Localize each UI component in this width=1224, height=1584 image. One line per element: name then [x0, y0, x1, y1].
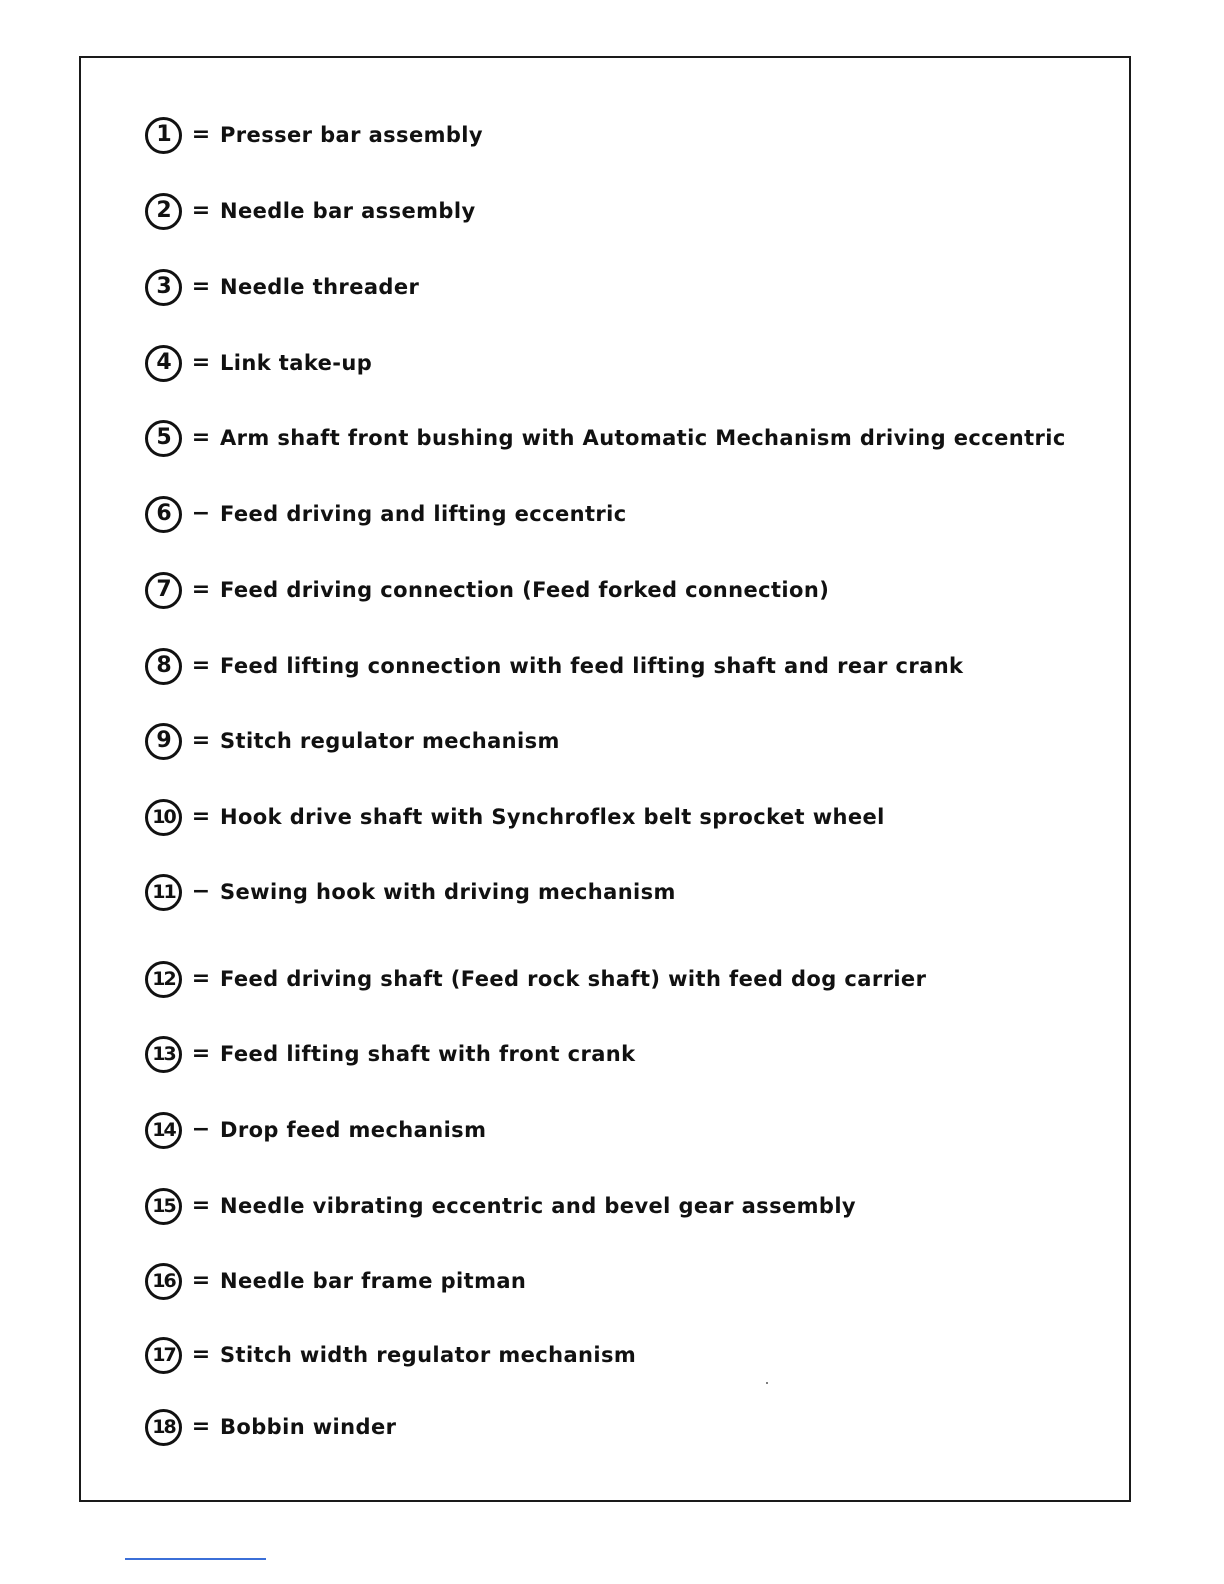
item-number-badge: 17: [145, 1337, 182, 1374]
separator: =: [191, 577, 211, 602]
item-number-badge: 15: [145, 1188, 182, 1225]
separator: =: [191, 1268, 211, 1293]
legend-item: [145, 568, 829, 612]
item-number-badge: 11: [145, 874, 182, 911]
separator: =: [191, 728, 211, 753]
separator: =: [191, 966, 211, 991]
legend-item: [145, 265, 419, 309]
item-number-badge: 13: [145, 1036, 182, 1073]
item-number-badge: 3: [145, 269, 182, 306]
legend-item: [145, 957, 926, 1001]
separator: =: [191, 122, 211, 147]
item-description: Link take-up: [220, 351, 373, 375]
item-description: Feed driving shaft (Feed rock shaft) with feed dog carrier: [220, 967, 927, 991]
item-number-badge: 14: [145, 1112, 182, 1149]
separator: −: [191, 879, 211, 904]
legend-item: [145, 1108, 486, 1152]
legend-item: [145, 644, 963, 688]
item-description: Feed driving and lifting eccentric: [220, 502, 627, 526]
item-number-badge: 8: [145, 648, 182, 685]
scan-speck: [766, 1382, 768, 1384]
item-number-badge: 16: [145, 1263, 182, 1300]
separator: =: [191, 350, 211, 375]
legend-item: [145, 1032, 636, 1076]
item-number-badge: 10: [145, 799, 182, 836]
legend-item: [145, 870, 676, 914]
separator: =: [191, 1342, 211, 1367]
item-description: Presser bar assembly: [220, 123, 483, 147]
item-description: Stitch width regulator mechanism: [220, 1343, 637, 1367]
item-description: Bobbin winder: [220, 1415, 397, 1439]
separator: =: [191, 1041, 211, 1066]
page-frame: [79, 56, 1131, 1502]
legend-item: [145, 1333, 636, 1377]
item-number-badge: 1: [145, 117, 182, 154]
legend-item: [145, 341, 372, 385]
separator: =: [191, 1193, 211, 1218]
item-description: Feed lifting connection with feed lifting shaft and rear crank: [220, 654, 964, 678]
item-description: Needle bar frame pitman: [220, 1269, 527, 1293]
item-number-badge: 5: [145, 420, 182, 457]
item-number-badge: 12: [145, 961, 182, 998]
item-description: Needle vibrating eccentric and bevel gear assembly: [220, 1194, 857, 1218]
separator: =: [191, 198, 211, 223]
item-number-badge: 4: [145, 345, 182, 382]
item-description: Arm shaft front bushing with Automatic Mechanism driving eccentric: [220, 426, 1066, 450]
legend-item: [145, 1405, 396, 1449]
legend-item: [145, 795, 885, 839]
item-number-badge: 2: [145, 193, 182, 230]
item-number-badge: 7: [145, 572, 182, 609]
legend-item: [145, 1184, 856, 1228]
parts-legend-list: [81, 58, 1129, 1500]
legend-item: [145, 1259, 526, 1303]
item-number-badge: 9: [145, 723, 182, 760]
separator: =: [191, 274, 211, 299]
separator: =: [191, 1414, 211, 1439]
item-number-badge: 6: [145, 496, 182, 533]
separator: =: [191, 425, 211, 450]
item-description: Feed lifting shaft with front crank: [220, 1042, 636, 1066]
separator: =: [191, 653, 211, 678]
item-description: Feed driving connection (Feed forked connection): [220, 578, 830, 602]
legend-item: [145, 719, 560, 763]
legend-item: [145, 113, 483, 157]
separator: −: [191, 501, 211, 526]
item-description: Needle threader: [220, 275, 420, 299]
legend-item: [145, 416, 1066, 460]
legend-item: [145, 492, 627, 536]
item-description: Drop feed mechanism: [220, 1118, 487, 1142]
footer-rule: [125, 1558, 266, 1560]
separator: =: [191, 804, 211, 829]
separator: −: [191, 1117, 211, 1142]
legend-item: [145, 189, 476, 233]
item-description: Needle bar assembly: [220, 199, 476, 223]
item-number-badge: 18: [145, 1409, 182, 1446]
item-description: Stitch regulator mechanism: [220, 729, 560, 753]
item-description: Hook drive shaft with Synchroflex belt sprocket wheel: [220, 805, 885, 829]
item-description: Sewing hook with driving mechanism: [220, 880, 676, 904]
